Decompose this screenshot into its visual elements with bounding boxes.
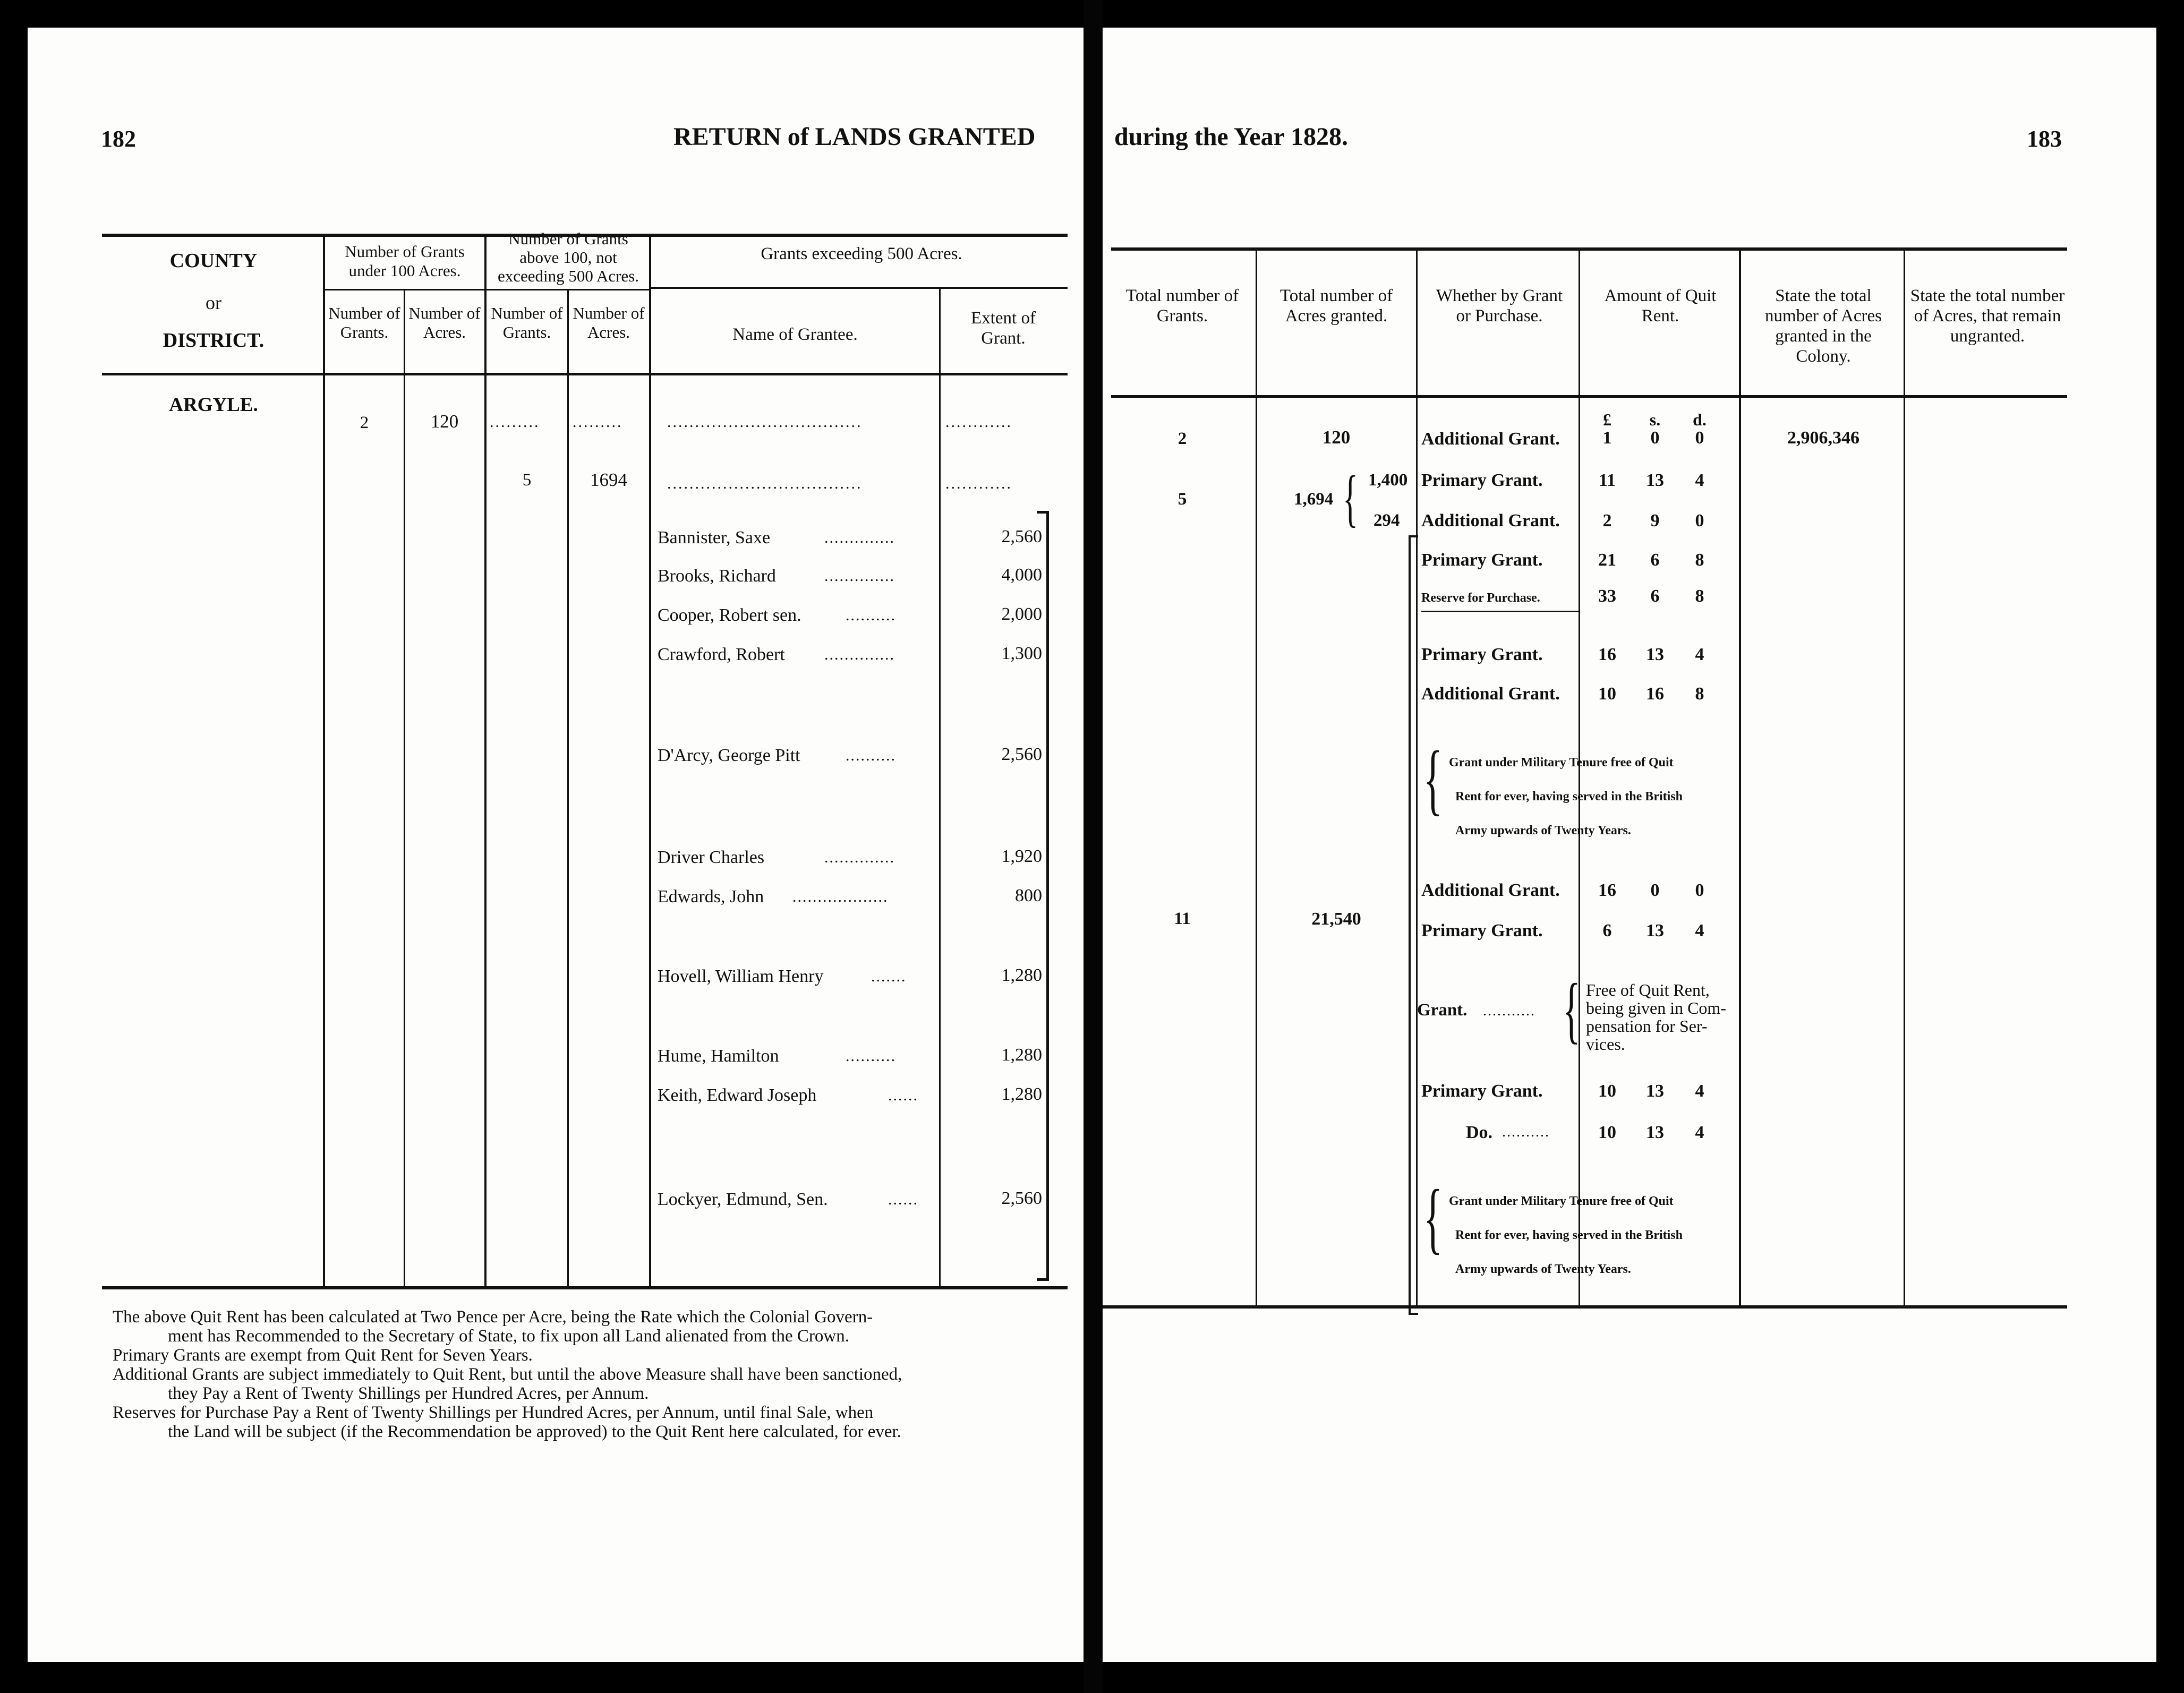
right-page (1103, 28, 2156, 1662)
dot-leader: .............. (824, 849, 895, 866)
shilling-heading: s. (1649, 410, 1661, 429)
row-rule (1421, 611, 1579, 612)
page-title-right: during the Year 1828. (1114, 123, 1349, 151)
under-100-acres: 120 (430, 411, 459, 432)
grantee-name: Hume, Hamilton (658, 1046, 779, 1066)
col-divider (1739, 250, 1741, 1306)
book-gutter (1084, 0, 1103, 1693)
pence-heading: d. (1693, 410, 1707, 429)
grant-type: Additional Grant. (1421, 511, 1560, 531)
quit-rent-shillings: 6 (1650, 586, 1660, 606)
split-acres: 294 (1373, 511, 1400, 530)
military-note: Army upwards of Twenty Years. (1455, 1262, 1631, 1276)
curly-brace: { (1343, 463, 1358, 533)
col-divider (484, 236, 487, 1287)
pound-heading: £ (1603, 410, 1611, 429)
col-divider (1579, 250, 1580, 1306)
footnote-line: The above Quit Rent has been calculated at Two Pence per Acre, being the Rate which the Colonial Govern- (113, 1307, 873, 1327)
total-grants: 5 (1178, 490, 1187, 509)
grantee-extent: 2,560 (1001, 527, 1042, 546)
grantee-name: Crawford, Robert (658, 645, 785, 664)
services-note: vices. (1586, 1034, 1625, 1054)
dot-leader: .............. (824, 567, 895, 585)
header-total-in-colony: State the total number of Acres granted in the Colony. (1765, 286, 1882, 366)
grantee-extent: 1,920 (1001, 847, 1042, 866)
military-note: Rent for ever, having served in the British (1455, 1228, 1683, 1242)
header-total-acres: Total number of Acres granted. (1279, 286, 1393, 326)
services-note: Free of Quit Rent, (1586, 980, 1710, 999)
quit-rent-shillings: 9 (1650, 511, 1660, 531)
dot-leader: ......... (573, 413, 623, 431)
header-number-of-grants: Number of Grants. (328, 304, 400, 341)
col-divider (1256, 250, 1257, 1306)
footnote-line: they Pay a Rent of Twenty Shillings per Hundred Acres, per Annum. (168, 1384, 649, 1403)
grantees-bracket (1037, 511, 1049, 1281)
dot-leader: ................................... (667, 475, 863, 492)
grantee-name: Lockyer, Edmund, Sen. (658, 1190, 828, 1209)
grant-type: Reserve for Purchase. (1421, 591, 1540, 605)
total-grants: 2 (1178, 429, 1187, 448)
left-page (28, 28, 1084, 1662)
quit-rent-pounds: 11 (1598, 471, 1616, 490)
total-acres: 21,540 (1311, 909, 1361, 929)
table-top-rule (1111, 247, 2067, 251)
dot-leader: ............ (945, 413, 1012, 431)
dot-leader: ................... (792, 888, 889, 905)
services-note: pensation for Ser- (1586, 1016, 1708, 1036)
col-divider (649, 236, 651, 1287)
grantee-extent: 1,300 (1001, 644, 1042, 663)
quit-rent-pounds: 10 (1598, 1123, 1616, 1142)
curly-brace: { (1423, 735, 1443, 823)
grant-type: Do. (1466, 1123, 1493, 1142)
quit-rent-pence: 4 (1695, 1123, 1704, 1142)
header-quit-rent: Amount of Quit Rent. (1604, 286, 1717, 326)
grantee-name: D'Arcy, George Pitt (658, 746, 800, 765)
grant-type: Primary Grant. (1421, 921, 1543, 940)
quit-rent-shillings: 13 (1646, 1123, 1664, 1142)
header-number-of-acres: Number of Acres. (408, 304, 481, 341)
grants-over-500-rule (650, 287, 1068, 289)
under-100-grants: 2 (360, 413, 369, 432)
grantee-name: Driver Charles (658, 848, 765, 867)
page-title-left: RETURN of LANDS GRANTED (673, 123, 1036, 151)
grantee-extent: 4,000 (1001, 565, 1042, 585)
grantee-extent: 1,280 (1001, 1084, 1042, 1104)
subheader-rule (323, 289, 650, 290)
military-note: Grant under Military Tenure free of Quit (1449, 1194, 1674, 1208)
header-number-of-acres: Number of Acres. (573, 304, 645, 341)
quit-rent-pence: 8 (1695, 550, 1704, 570)
col-divider (404, 289, 405, 1287)
dot-leader: ...... (888, 1191, 918, 1208)
military-note: Rent for ever, having served in the British (1455, 790, 1683, 803)
total-acres: 120 (1322, 427, 1351, 448)
header-remain-ungranted: State the total number of Acres, that remain ungranted. (1910, 286, 2065, 346)
quit-rent-shillings: 13 (1646, 645, 1664, 664)
footnote-line: ment has Recommended to the Secretary of State, to fix upon all Land alienated from the Crown. (168, 1327, 849, 1346)
header-grants-under-100: Number of Grants under 100 Acres. (345, 242, 465, 280)
grantee-extent: 2,560 (1001, 1188, 1042, 1208)
col-divider (1904, 250, 1905, 1306)
grantee-extent: 2,000 (1001, 604, 1042, 624)
quit-rent-pounds: 2 (1602, 511, 1612, 531)
grantee-name: Edwards, John (658, 887, 764, 907)
quit-rent-pence: 0 (1695, 511, 1704, 531)
grant-type: Additional Grant. (1421, 880, 1560, 900)
grant-type: Additional Grant. (1421, 684, 1560, 704)
footnote-line: Additional Grants are subject immediately to Quit Rent, but until the above Measure shall have been sanctioned, (113, 1365, 902, 1384)
grantee-extent: 800 (1015, 886, 1042, 905)
left-page-number: 182 (101, 126, 136, 152)
dot-leader: .......... (846, 606, 896, 624)
quit-rent-pence: 4 (1695, 1081, 1704, 1101)
grantee-name: Cooper, Robert sen. (658, 605, 801, 625)
services-note: being given in Com- (1586, 998, 1726, 1017)
header-grants-100-500: Number of Grants above 100, not exceeding 500 Acres. (498, 229, 639, 285)
quit-rent-shillings: 6 (1650, 550, 1660, 570)
dot-leader: .......... (846, 747, 896, 764)
quit-rent-pounds: 1 (1602, 428, 1612, 448)
quit-rent-pounds: 6 (1602, 921, 1612, 940)
grant-type: Primary Grant. (1421, 645, 1543, 664)
total-grants: 11 (1174, 909, 1191, 928)
quit-rent-shillings: 13 (1646, 1081, 1664, 1101)
quit-rent-pence: 0 (1695, 880, 1704, 900)
dot-leader: ................................... (667, 413, 863, 431)
quit-rent-shillings: 0 (1650, 880, 1660, 900)
grantee-name: Brooks, Richard (658, 566, 776, 586)
county-name: ARGYLE. (169, 394, 258, 416)
split-acres: 1,400 (1368, 471, 1408, 490)
quit-rent-pounds: 10 (1598, 1081, 1616, 1101)
dot-leader: ......... (490, 413, 540, 431)
footnote-line: the Land will be subject (if the Recommendation be approved) to the Quit Rent here calculated, for ever. (168, 1422, 901, 1441)
range-grants: 5 (522, 471, 532, 490)
grantee-extent: 1,280 (1001, 965, 1042, 985)
dot-leader: .......... (1502, 1124, 1550, 1140)
header-extent-of-grant: Extent of Grant. (971, 309, 1036, 348)
right-page-number: 183 (2027, 126, 2062, 152)
quit-rent-shillings: 13 (1646, 921, 1664, 940)
curly-brace: { (1563, 969, 1581, 1051)
quit-rent-pounds: 16 (1598, 880, 1616, 900)
col-divider (567, 289, 569, 1287)
footnote-line: Reserves for Purchase Pay a Rent of Twenty Shillings per Hundred Acres, per Annum, until final Sale, when (113, 1403, 874, 1422)
quit-rent-pence: 0 (1695, 428, 1704, 448)
table-bottom-rule (102, 1286, 1068, 1289)
county-header-2: or (206, 292, 221, 313)
quit-rent-pence: 8 (1695, 684, 1704, 704)
colony-total: 2,906,346 (1787, 428, 1859, 448)
quit-rent-pounds: 16 (1598, 645, 1616, 664)
quit-rent-pence: 4 (1695, 471, 1704, 490)
dot-leader: .............. (824, 646, 895, 663)
header-grant-or-purchase: Whether by Grant or Purchase. (1436, 286, 1563, 326)
military-note: Army upwards of Twenty Years. (1455, 824, 1631, 837)
grants-bracket (1409, 535, 1418, 1315)
grant-type: Primary Grant. (1421, 550, 1543, 570)
col-divider (323, 236, 325, 1287)
header-grants-over-500: Grants exceeding 500 Acres. (761, 244, 962, 263)
curly-brace: { (1423, 1174, 1443, 1262)
military-note: Grant under Military Tenure free of Quit (1449, 756, 1674, 769)
footnote-line: Primary Grants are exempt from Quit Rent for Seven Years. (113, 1346, 533, 1365)
header-bottom-rule (102, 373, 1068, 375)
dot-leader: ............ (945, 475, 1012, 492)
header-name-of-grantee: Name of Grantee. (732, 325, 858, 344)
col-divider (939, 289, 941, 1287)
grantee-name: Hovell, William Henry (658, 967, 824, 986)
grantee-name: Bannister, Saxe (658, 528, 771, 548)
quit-rent-shillings: 0 (1650, 428, 1660, 448)
grantee-extent: 2,560 (1001, 745, 1042, 764)
quit-rent-pence: 8 (1695, 586, 1704, 606)
header-number-of-grants: Number of Grants. (491, 304, 563, 341)
quit-rent-pounds: 21 (1598, 550, 1616, 570)
quit-rent-pence: 4 (1695, 645, 1704, 664)
table-bottom-rule (1103, 1305, 2067, 1309)
dot-leader: .......... (846, 1047, 896, 1065)
grant-type: Primary Grant. (1421, 471, 1543, 490)
quit-rent-shillings: 16 (1646, 684, 1664, 704)
dot-leader: ....... (871, 968, 907, 985)
range-acres: 1694 (590, 469, 627, 490)
header-bottom-rule (1111, 395, 2067, 398)
grant-type: Additional Grant. (1421, 429, 1560, 449)
quit-rent-pounds: 10 (1598, 684, 1616, 704)
header-total-grants: Total number of Grants. (1125, 286, 1239, 326)
grantee-extent: 1,280 (1001, 1045, 1042, 1065)
grant-label: Grant. (1417, 1001, 1468, 1020)
quit-rent-pounds: 33 (1598, 586, 1616, 606)
county-header-1: COUNTY (169, 250, 258, 272)
dot-leader: .............. (824, 529, 895, 546)
grantee-name: Keith, Edward Joseph (658, 1085, 817, 1105)
total-acres: 1,694 (1294, 490, 1334, 509)
county-header-3: DISTRICT. (163, 329, 265, 352)
dot-leader: ........... (1483, 1003, 1535, 1019)
quit-rent-pence: 4 (1695, 921, 1704, 940)
grant-type: Primary Grant. (1421, 1081, 1543, 1101)
quit-rent-shillings: 13 (1646, 471, 1664, 490)
dot-leader: ...... (888, 1087, 918, 1104)
